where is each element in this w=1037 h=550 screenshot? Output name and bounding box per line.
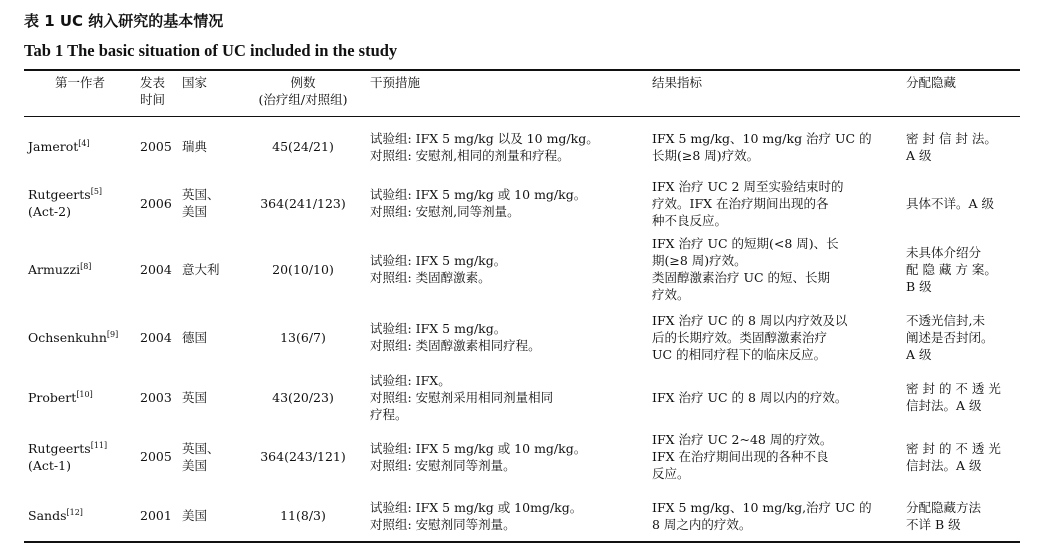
cell-outcome: [648, 174, 902, 232]
header-year-line2: 时间: [140, 92, 166, 107]
cell-cases: 43(20/23): [272, 389, 334, 405]
cell-author: [24, 426, 136, 487]
cell-outcome-line: IFX 5 mg/kg、10 mg/kg 治疗 UC 的: [652, 130, 872, 146]
author-name-line: [28, 329, 132, 346]
reference-marker: [10]: [76, 389, 93, 399]
cell-outcome-line: 反应。: [652, 466, 690, 481]
header-year: [136, 71, 178, 119]
cell-country: [178, 306, 240, 368]
cell-intervention-line: 对照组: 安慰剂同等剂量。: [370, 516, 516, 532]
cell-outcome-line: IFX 治疗 UC 2 周至实验结束时的: [652, 178, 844, 194]
cell-outcome-line: 后的长期疗效。类固醇激素治疗: [652, 329, 828, 345]
reference-marker: [4]: [78, 138, 90, 148]
cell-author: [24, 119, 136, 174]
cell-allocation-line: A 级: [906, 147, 932, 163]
cell-intervention: [366, 174, 648, 232]
country-line: 美国: [182, 508, 208, 523]
cell-intervention-line: 试验组: IFX 5 mg/kg。: [370, 253, 507, 268]
author-name: Probert: [28, 389, 77, 405]
table-row: [24, 306, 1020, 368]
author-name: Rutgeerts: [28, 440, 91, 456]
cell-allocation-line: A 级: [906, 346, 932, 362]
table-row: [24, 232, 1020, 306]
reference-marker: [5]: [90, 186, 103, 196]
author-name-line: [28, 389, 132, 406]
cell-year: 2003: [140, 389, 172, 405]
cell-outcome-line: 种不良反应。: [652, 212, 728, 228]
table-body: [24, 119, 1020, 544]
cell-outcome-line: IFX 在治疗期间出现的各种不良: [652, 449, 829, 464]
author-name: Rutgeerts: [28, 187, 91, 202]
reference-marker: [11]: [90, 440, 108, 450]
cell-outcome: [648, 232, 902, 306]
cell-intervention: [366, 119, 648, 174]
country-line: 意大利: [182, 261, 220, 277]
cell-intervention-line: 试验组: IFX 5 mg/kg 或 10mg/kg。: [370, 499, 583, 515]
cell-outcome-line: IFX 治疗 UC 的 8 周以内的疗效。: [652, 389, 848, 405]
cell-allocation-line: 阐述是否封闭。: [906, 329, 994, 345]
table-row: [24, 487, 1020, 544]
cell-intervention-line: 试验组: IFX 5 mg/kg 或 10 mg/kg。: [370, 440, 587, 456]
cell-cases: 11(8/3): [280, 508, 326, 523]
reference-marker: [9]: [106, 329, 119, 339]
cell-author: [24, 306, 136, 368]
reference-marker: [8]: [80, 261, 92, 271]
cell-intervention-line: 试验组: IFX 5 mg/kg 以及 10 mg/kg。: [370, 130, 599, 146]
cell-allocation-line: B 级: [906, 278, 932, 294]
header-cases: [240, 71, 366, 119]
country-line: 美国: [182, 204, 208, 219]
cell-allocation-line: 分配隐藏方法: [906, 499, 982, 515]
cell-allocation: [902, 306, 1020, 368]
author-name: Jamerot: [28, 139, 79, 154]
cell-allocation: [902, 426, 1020, 487]
country-line: 英国、: [182, 440, 220, 456]
cell-outcome-line: 长期(≥8 周)疗效。: [652, 147, 760, 163]
author-name: Ochsenkuhn: [28, 329, 107, 345]
author-name-line: [28, 261, 132, 278]
cell-outcome-line: IFX 治疗 UC 的短期(<8 周)、长: [652, 236, 839, 251]
cell-country: [178, 487, 240, 544]
country-line: 英国: [182, 389, 208, 405]
cell-country: [178, 426, 240, 487]
cell-year: 2004: [140, 261, 172, 277]
cell-allocation-line: 密 封 的 不 透 光: [906, 381, 1001, 396]
cell-allocation-line: 密 封 的 不 透 光: [906, 440, 1001, 456]
table-title-english: Tab 1 The basic situation of UC included in the study: [24, 41, 398, 60]
cell-intervention-line: 疗程。: [370, 406, 408, 422]
table-header-row: [24, 71, 1020, 119]
table-row: [24, 174, 1020, 232]
country-line: 瑞典: [182, 139, 208, 154]
cell-year: 2005: [140, 449, 172, 464]
header-cases-line1: 例数: [290, 75, 316, 90]
header-allocation: 分配隐藏: [906, 75, 957, 90]
cell-allocation: [902, 232, 1020, 306]
cell-cases: 20(10/10): [272, 261, 334, 277]
author-name: Sands: [28, 508, 67, 523]
cell-author: [24, 174, 136, 232]
author-study-code: (Act-2): [28, 204, 71, 219]
header-author: 第一作者: [54, 75, 105, 90]
country-line: 德国: [182, 329, 208, 345]
cell-allocation-line: 不透光信封,未: [906, 312, 985, 328]
author-name: Armuzzi: [28, 261, 81, 277]
cell-author: [24, 368, 136, 426]
reference-marker: [12]: [66, 507, 83, 517]
cell-allocation: [902, 119, 1020, 174]
cell-outcome-line: 8 周之内的疗效。: [652, 516, 752, 532]
table-row: [24, 426, 1020, 487]
table-row: [24, 119, 1020, 174]
cell-allocation-line: 信封法。A 级: [906, 398, 982, 413]
cell-intervention-line: 试验组: IFX。: [370, 372, 451, 388]
table-row: [24, 368, 1020, 426]
cell-author: [24, 232, 136, 306]
cell-allocation-line: 具体不详。A 级: [906, 195, 995, 211]
author-name-line: [28, 138, 132, 155]
cell-intervention: [366, 487, 648, 544]
cell-outcome-line: IFX 治疗 UC 的 8 周以内疗效及以: [652, 312, 848, 328]
cell-intervention: [366, 306, 648, 368]
table-title-chinese: 表 1 UC 纳入研究的基本情况: [24, 12, 224, 30]
cell-cases: 13(6/7): [280, 329, 326, 345]
cell-outcome: [648, 487, 902, 544]
cell-year: 2001: [140, 508, 172, 523]
cell-year: 2004: [140, 329, 172, 345]
author-name-line: [28, 507, 132, 524]
header-country: 国家: [182, 75, 208, 90]
cell-outcome-line: 期(≥8 周)疗效。: [652, 253, 747, 268]
cell-year: 2005: [140, 139, 172, 154]
cell-outcome: [648, 368, 902, 426]
cell-cases: 364(241/123): [260, 195, 346, 211]
cell-outcome-line: IFX 治疗 UC 2~48 周的疗效。: [652, 432, 833, 447]
cell-intervention-line: 试验组: IFX 5 mg/kg。: [370, 321, 507, 336]
country-line: 英国、: [182, 187, 220, 202]
country-line: 美国: [182, 457, 208, 473]
cell-author: [24, 487, 136, 544]
cell-cases: 364(243/121): [260, 449, 346, 464]
cell-intervention: [366, 426, 648, 487]
cell-intervention-line: 对照组: 安慰剂同等剂量。: [370, 457, 516, 473]
cell-outcome-line: IFX 5 mg/kg、10 mg/kg,治疗 UC 的: [652, 499, 872, 515]
cell-outcome: [648, 119, 902, 174]
author-name-line: [28, 440, 132, 457]
cell-intervention-line: 对照组: 类固醇激素。: [370, 270, 491, 285]
header-cases-line2: (治疗组/对照组): [258, 92, 348, 107]
cell-allocation-line: 不详 B 级: [906, 516, 961, 532]
study-table: [24, 71, 1020, 544]
cell-allocation-line: 未具体介绍分: [906, 244, 982, 260]
cell-outcome: [648, 306, 902, 368]
cell-country: [178, 119, 240, 174]
cell-intervention: [366, 232, 648, 306]
cell-intervention-line: 对照组: 安慰剂采用相同剂量相同: [370, 389, 554, 405]
cell-outcome: [648, 426, 902, 487]
cell-intervention-line: 试验组: IFX 5 mg/kg 或 10 mg/kg。: [370, 187, 587, 202]
cell-country: [178, 368, 240, 426]
header-intervention: 干预措施: [370, 75, 421, 90]
cell-country: [178, 174, 240, 232]
cell-country: [178, 232, 240, 306]
header-outcome: 结果指标: [652, 75, 703, 90]
cell-allocation: [902, 174, 1020, 232]
cell-allocation-line: 信封法。A 级: [906, 457, 982, 473]
cell-outcome-line: 疗效。IFX 在治疗期间出现的各: [652, 195, 829, 211]
cell-allocation-line: 密 封 信 封 法。: [906, 130, 997, 146]
cell-intervention: [366, 368, 648, 426]
cell-allocation: [902, 368, 1020, 426]
cell-intervention-line: 对照组: 安慰剂,同等剂量。: [370, 204, 520, 219]
author-name-line: [28, 186, 132, 203]
cell-outcome-line: 疗效。: [652, 287, 690, 302]
header-year-line1: 发表: [140, 75, 166, 90]
cell-cases: 45(24/21): [272, 139, 334, 154]
author-study-code: (Act-1): [28, 457, 71, 473]
cell-intervention-line: 对照组: 类固醇激素相同疗程。: [370, 338, 541, 353]
cell-outcome-line: 类固醇激素治疗 UC 的短、长期: [652, 270, 831, 285]
cell-outcome-line: UC 的相同疗程下的临床反应。: [652, 346, 827, 362]
cell-intervention-line: 对照组: 安慰剂,相同的剂量和疗程。: [370, 147, 570, 163]
cell-allocation: [902, 487, 1020, 544]
cell-allocation-line: 配 隐 藏 方 案。: [906, 261, 997, 277]
cell-year: 2006: [140, 195, 172, 211]
